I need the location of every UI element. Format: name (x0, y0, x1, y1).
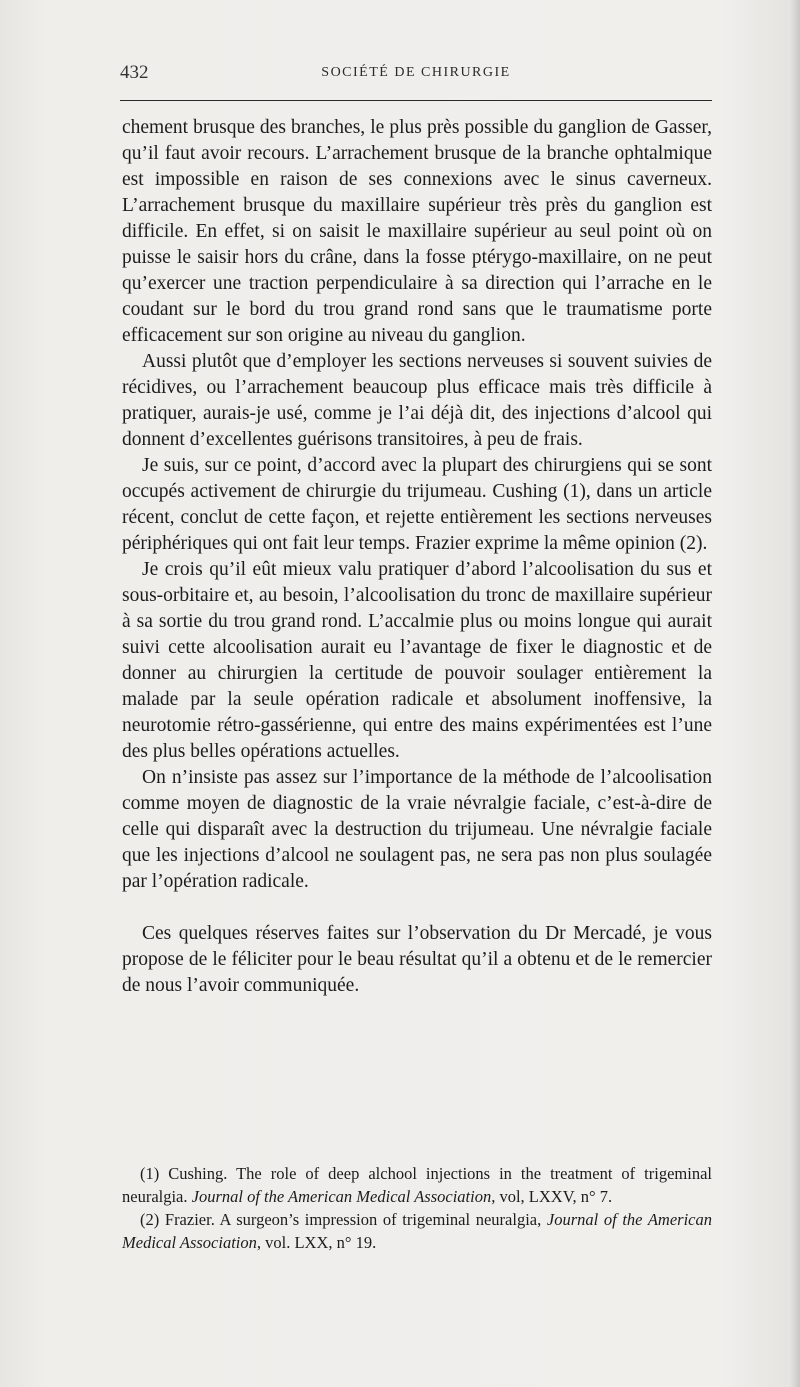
footnotes (122, 1162, 712, 1254)
footnote-2-journal: Journal of the American Medical Association (122, 1210, 713, 1252)
footnote-2-text: (2) Frazier. A surgeon’s impression of trigeminal neuralgia, (140, 1210, 547, 1229)
body-text (122, 115, 712, 999)
paragraph: Aussi plutôt que d’employer les sections nerveuses si souvent suivies de récidives, ou l’arrachement beaucoup plus efficace mais très difficile à pratiquer, aurais-je usé, comme je l’ai déjà dit, des injections d’alcool qui donnent d’excellentes guérisons transitoires, à peu de frais. (122, 351, 712, 450)
footnote-1-text: (1) Cushing. The role of deep alchool injections in the treatment of trigeminal neuralgia. (122, 1164, 712, 1206)
footnote-2-ref: , vol. LXX, n° 19. (256, 1233, 377, 1252)
page-number: 432 (120, 62, 149, 83)
running-head: SOCIÉTÉ DE CHIRURGIE (321, 65, 511, 80)
paragraph: Je crois qu’il eût mieux valu pratiquer d’abord l’alcoolisation du sus et sous-orbitaire et, au besoin, l’alcoolisation du tronc de maxillaire supérieur à sa sortie du trou grand rond. L’accalmie plus ou moins longue qui aurait suivi cette alcoolisation aurait eu l’avantage de fixer le diagnostic et de donner au chirurgien la certitude de pouvoir soulager entièrement la malade par la seule opération radicale et absolument inoffensive, la neurotomie rétro-gassérienne, qui entre des mains expérimentées est l’une des plus belles opérations actuelles. (122, 559, 712, 762)
closing-paragraph: Ces quelques réserves faites sur l’observation du Dr Mercadé, je vous propose de le féliciter pour le beau résultat qu’il a obtenu et de le remercier de nous l’avoir communiquée. (122, 923, 712, 996)
footnote-1 (122, 1162, 712, 1208)
paragraph: Je suis, sur ce point, d’accord avec la plupart des chirurgiens qui se sont occupés activement de chirurgie du trijumeau. Cushing (1), dans un article récent, conclut de cette façon, et rejette entièrement les sections nerveuses périphériques qui ont fait leur temps. Frazier exprime la même opinion (2). (122, 455, 712, 554)
footnote-1-journal: Journal of the American Medical Association (191, 1187, 492, 1206)
header-rule (120, 100, 712, 101)
page-edge-shadow (790, 0, 800, 1387)
page-header (120, 62, 712, 92)
paragraph: chement brusque des branches, le plus près possible du ganglion de Gasser, qu’il faut avoir recours. L’arrachement brusque de la branche ophtalmique est impossible en raison de ses connexions avec le sinus caverneux. L’arrachement brusque du maxillaire supérieur très près du ganglion est difficile. En effet, si on saisit le maxillaire supérieur au seul point où on puisse le saisir hors du crâne, dans la fosse ptérygo-maxillaire, on ne peut qu’exercer une traction perpendiculaire à sa direction qui l’arrache en le coudant sur le bord du trou grand rond sans que le traumatisme porte efficacement sur son origine au niveau du ganglion. (122, 117, 712, 346)
footnote-1-ref: , vol, LXXV, n° 7. (491, 1187, 613, 1206)
footnote-2 (122, 1208, 712, 1254)
paragraph: On n’insiste pas assez sur l’importance de la méthode de l’alcoolisation comme moyen de diagnostic de la vraie névralgie faciale, c’est-à-dire de celle qui disparaît avec la destruction du trijumeau. Une névralgie faciale que les injections d’alcool ne soulagent pas, ne sera pas non plus soulagée par l’opération radicale. (122, 767, 712, 892)
